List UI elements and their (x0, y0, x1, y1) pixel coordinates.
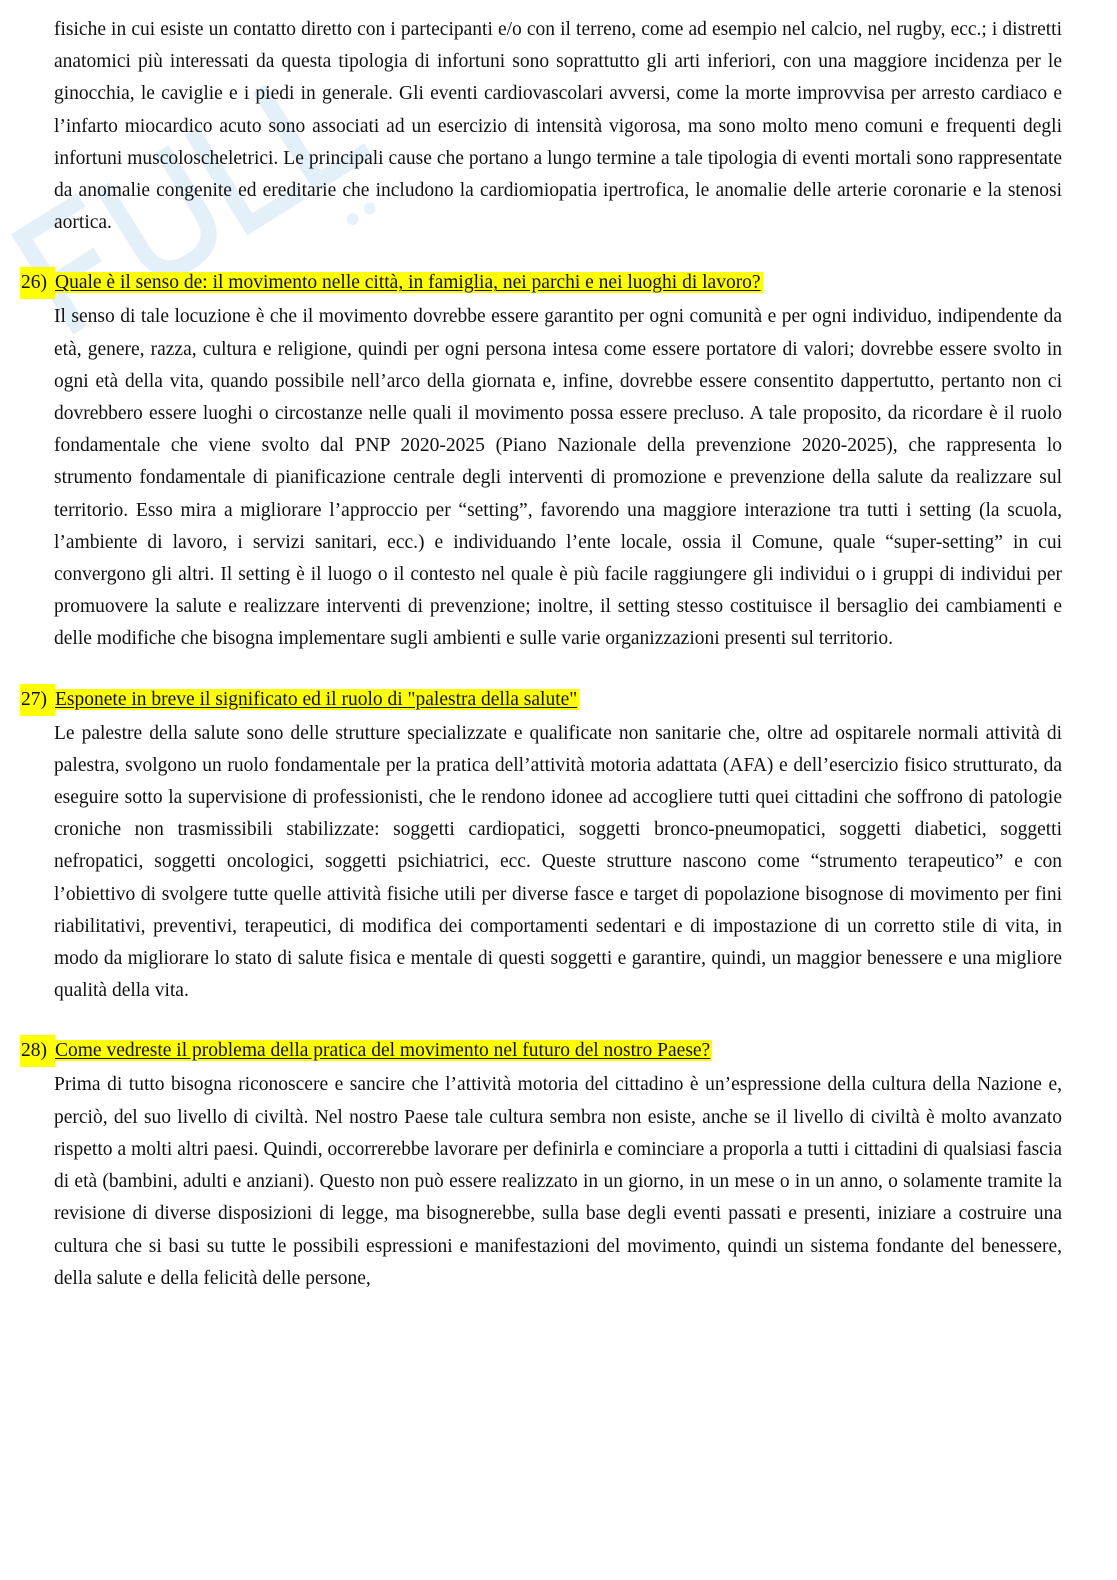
question-27 (0, 684, 1117, 1008)
question-number: 27) (20, 684, 55, 716)
question-text: Quale è il senso de: il movimento nelle città, in famiglia, nei parchi e nei luoghi di lavoro? (55, 272, 761, 294)
question-text: Esponete in breve il significato ed il ruolo di "palestra della salute" (55, 688, 578, 710)
question-text: Come vedreste il problema della pratica del movimento nel futuro del nostro Paese? (55, 1040, 711, 1062)
question-28 (0, 1035, 1117, 1294)
question-heading-26 (20, 267, 1117, 299)
answer-paragraph: Le palestre della salute sono delle strutture specializzate e qualificate non sanitarie che, oltre ad ospitarele normali attività di palestra, svolgono un ruolo fondamentale per la pratica dell’attività motoria adattata (AFA) e dell’esercizio fisico strutturato, da eseguire sotto la supervisione di professionisti, che le rendono idonee ad accogliere tutti quei cittadini che soffrono di patologie croniche non trasmissibili stabilizzate: soggetti cardiopatici, soggetti bronco-pneumopatici, soggetti diabetici, soggetti nefropatici, soggetti oncologici, soggetti psichiatrici, ecc. Queste strutture nascono come “strumento terapeutico” e con l’obiettivo di svolgere tutte quelle attività fisiche utili per diverse fasce e target di popolazione bisognose di movimento per fini riabilitativi, preventivi, terapeutici, di modifica dei comportamenti sedentari e di impostazione di un corretto stile di vita, in modo da migliorare lo stato di salute fisica e mentale di questi soggetti e garantire, quindi, un maggior benessere e una migliore qualità della vita. (54, 722, 1062, 1002)
intro-paragraph: fisiche in cui esiste un contatto diretto con i partecipanti e/o con il terreno, come ad esempio nel calcio, nel rugby, ecc.; i distretti anatomici più interessati da questa tipologia di infortuni sono soprattutto gli arti inferiori, con una maggiore incidenza per le ginocchia, le caviglie e i piedi in generale. Gli eventi cardiovascolari avversi, come la morte improvvisa per arresto cardiaco e l’infarto miocardico acuto sono associati ad un esercizio di intensità vigorosa, ma sono molto meno comuni e frequenti degli infortuni muscoloscheletrici. Le principali cause che portano a lungo termine a tale tipologia di eventi mortali sono rappresentate da anomalie congenite ed ereditarie che includono la cardiomiopatia ipertrofica, le anomalie delle arterie coronarie e la stenosi aortica. (54, 19, 1062, 234)
question-heading-28 (20, 1035, 1117, 1067)
answer-paragraph: Il senso di tale locuzione è che il movimento dovrebbe essere garantito per ogni comunità e per ogni individuo, indipendente da età, genere, razza, cultura e religione, quindi per ogni persona intesa come essere portatore di valori; dovrebbe essere svolto in ogni età della vita, quando possibile nell’arco della giornata e, infine, dovrebbe essere consentito dappertutto, pertanto non ci dovrebbero essere luoghi o circostanze nelle quali il movimento possa essere precluso. A tale proposito, da ricordare è il ruolo fondamentale che viene svolto dal PNP 2020-2025 (Piano Nazionale della prevenzione 2020-2025), che rappresenta lo strumento fondamentale di pianificazione centrale degli interventi di promozione e prevenzione della salute da realizzare sul territorio. Esso mira a migliorare l’approccio per “setting”, favorendo una maggiore interazione tra tutti i setting (la scuola, l’ambiente di lavoro, i servizi sanitari, ecc.) e individuando l’ente locale, ossia il Comune, quale “super-setting” in cui convergono gli altri. Il setting è il luogo o il contesto nel quale è più facile raggiungere gli individui o i gruppi di individui per promuovere la salute e realizzare interventi di prevenzione; inoltre, il setting stesso costituisce il bersaglio dei cambiamenti e delle modifiche che bisogna implementare sugli ambienti e sulle varie organizzazioni presenti sul territorio. (54, 306, 1062, 650)
question-26 (0, 267, 1117, 655)
document-page (0, 14, 1117, 1295)
answer-paragraph: Prima di tutto bisogna riconoscere e sancire che l’attività motoria del cittadino è un’espressione della cultura della Nazione e, perciò, del suo livello di civiltà. Nel nostro Paese tale cultura sembra non esiste, anche se il livello di civiltà è molto avanzato rispetto a molti altri paesi. Quindi, occorrerebbe lavorare per definirla e cominciare a proporla a tutti i cittadini di qualsiasi fascia di età (bambini, adulti e anziani). Questo non può essere realizzato in un giorno, in un mese o in un anno, o solamente tramite la revisione di diverse disposizioni di legge, ma bisognerebbe, sulla base degli eventi passati e presenti, iniziare a costruire una cultura che si basi su tutte le possibili espressioni e manifestazioni del movimento, quindi un sistema fondante del benessere, della salute e della felicità delle persone, (54, 1074, 1062, 1289)
question-number: 28) (20, 1035, 55, 1067)
question-heading-27 (20, 684, 1117, 716)
question-number: 26) (20, 267, 55, 299)
